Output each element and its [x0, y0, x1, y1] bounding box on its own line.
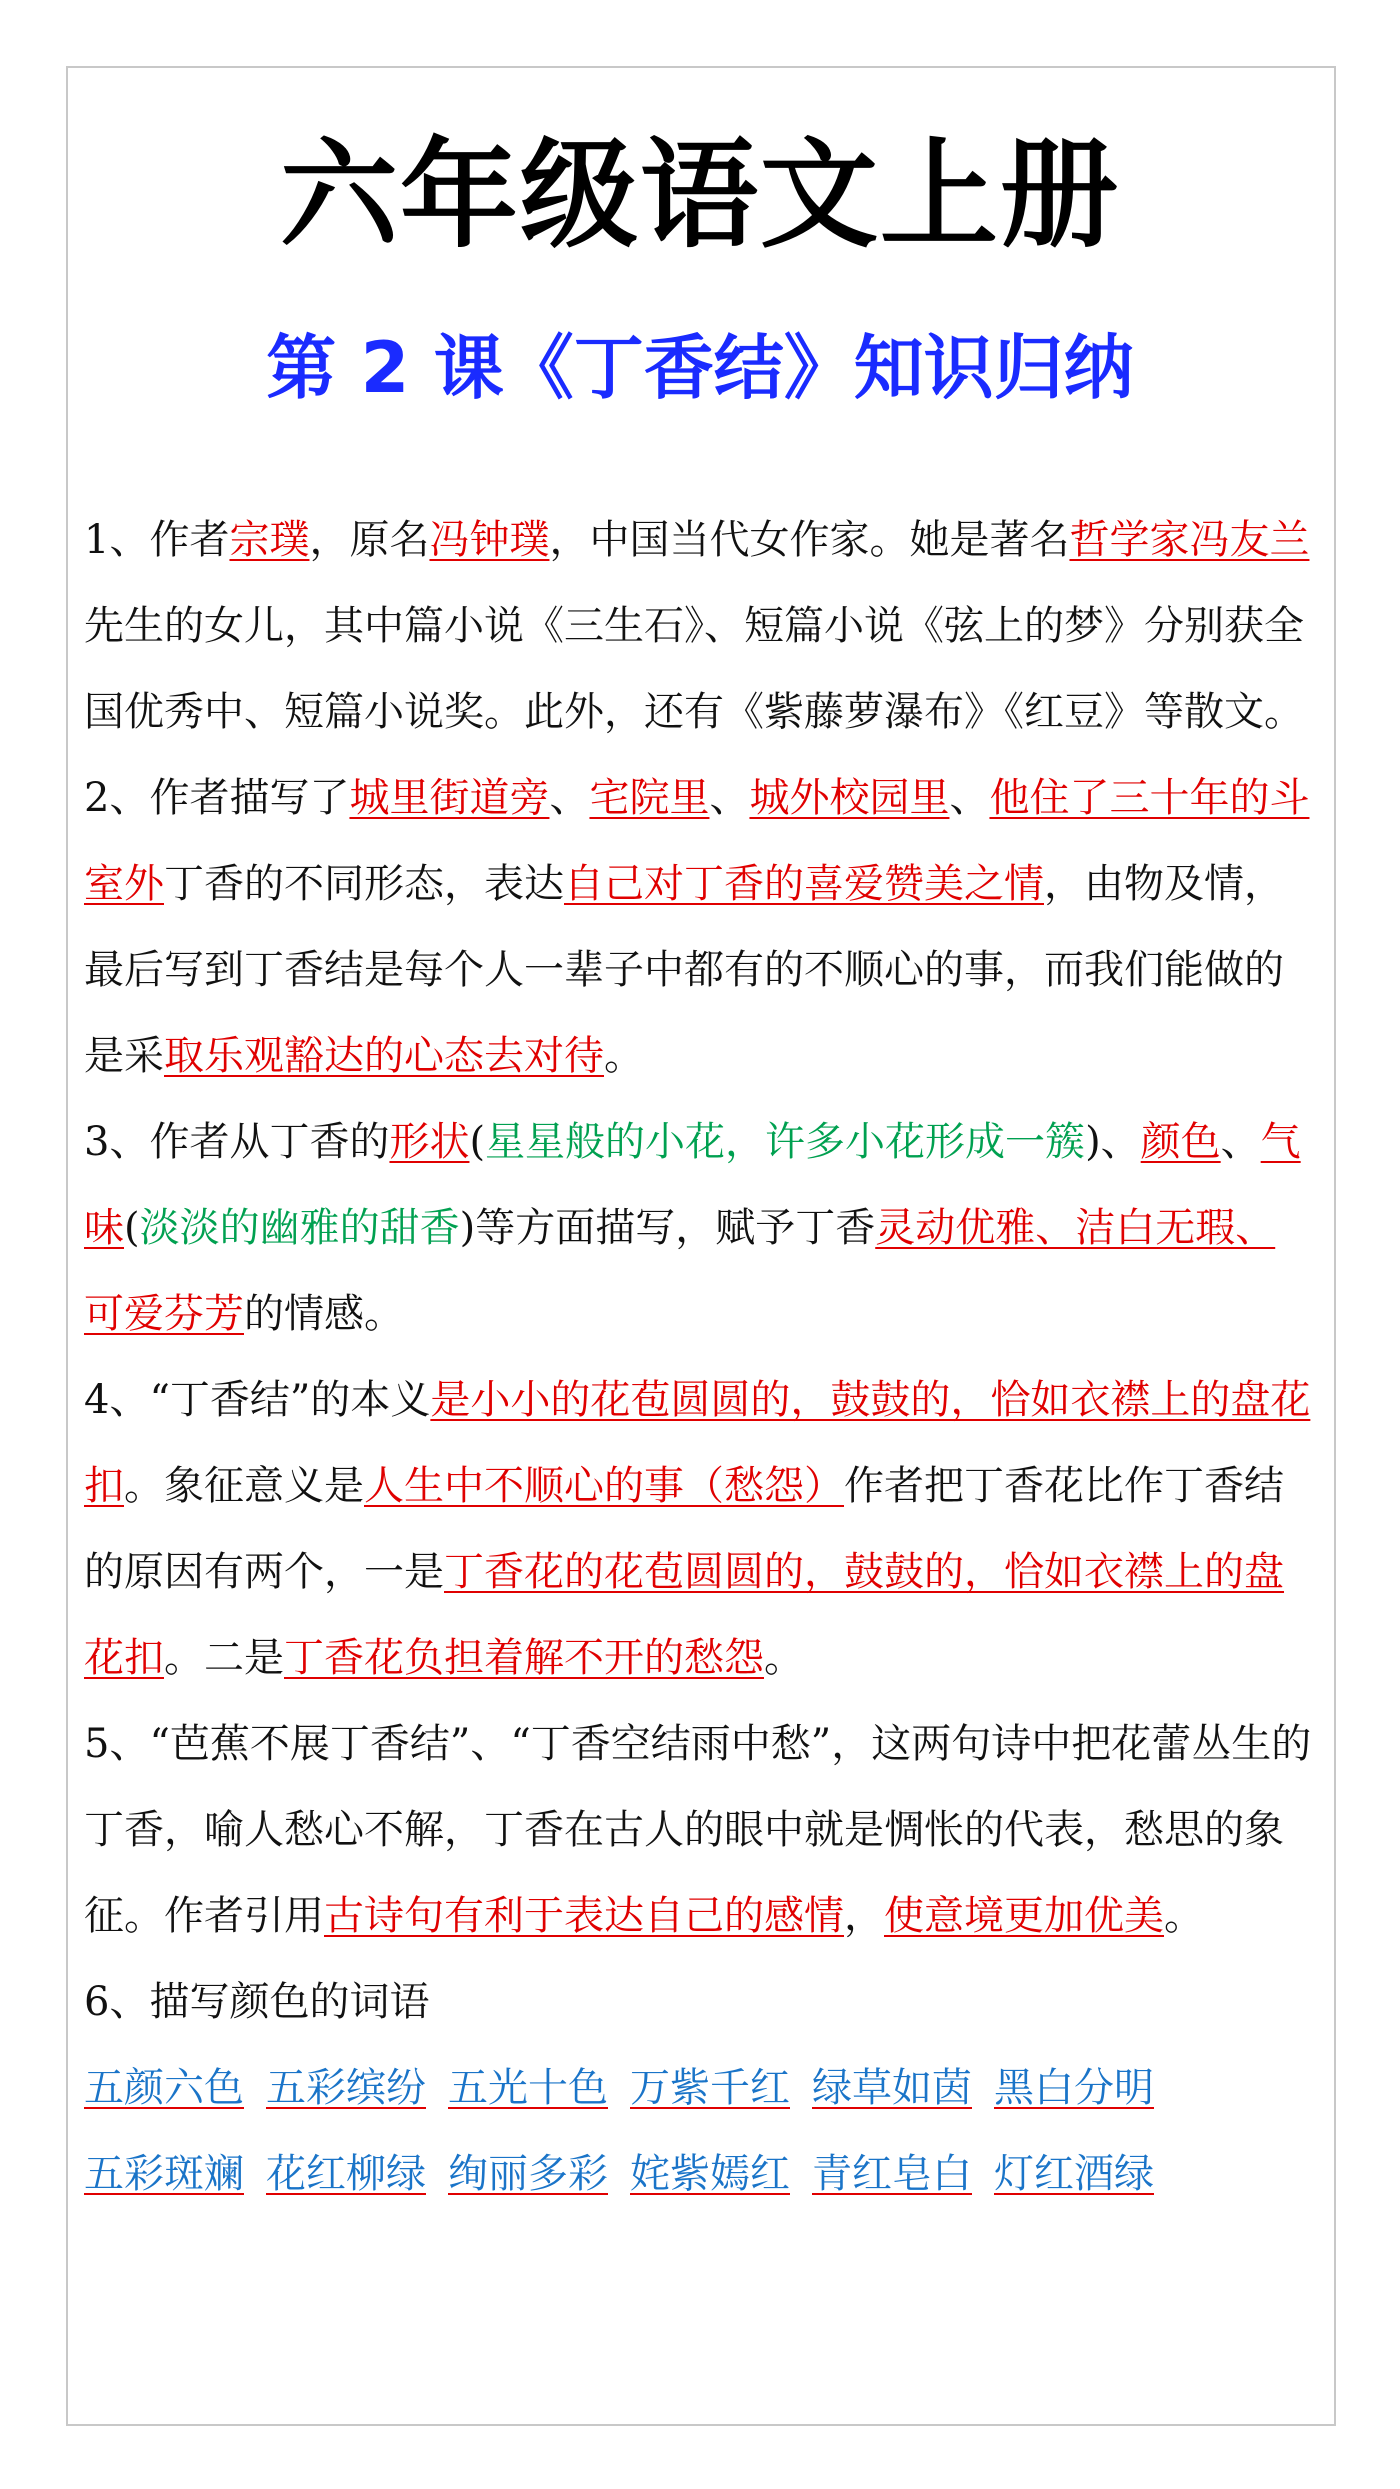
text-segment: )等方面描写，赋予丁香 — [459, 1205, 876, 1251]
highlight-segment: 冯钟璞 — [429, 517, 550, 563]
color-words-list — [84, 2045, 1314, 2217]
paragraph-1 — [84, 497, 1314, 755]
color-word: 黑白分明 — [994, 2065, 1154, 2111]
highlight-segment: 形状 — [389, 1119, 470, 1165]
color-word: 五彩斑斓 — [84, 2151, 244, 2197]
text-segment: ， — [844, 1893, 884, 1939]
highlight-segment: 是小小的花苞圆圆的，鼓鼓的，恰如衣襟上的盘花扣 — [84, 1377, 1311, 1509]
color-word: 绚丽多彩 — [448, 2151, 608, 2197]
highlight-segment: 颜色 — [1140, 1119, 1221, 1165]
highlight-segment: 城外校园里 — [749, 775, 950, 821]
text-segment: 5、“芭蕉不展丁香结”、“丁香空结雨中愁”，这两句诗中把花蕾丛生的丁香，喻人愁心不解，丁香在古人的眼中就是惆怅的代表，愁思的象征。作者引用 — [84, 1721, 1312, 1939]
highlight-segment: 丁香花的花苞圆圆的，鼓鼓的，恰如衣襟上的盘花扣 — [84, 1549, 1284, 1681]
text-segment: 、 — [709, 775, 750, 821]
text-segment: 作者把丁香花比作丁香结的原因有两个，一是 — [84, 1463, 1284, 1595]
paragraph-6 — [84, 1959, 1314, 2045]
highlight-segment: 宗璞 — [229, 517, 310, 563]
highlight-segment: 城里街道旁 — [349, 775, 550, 821]
text-segment: 。 — [604, 1033, 644, 1079]
content-body — [84, 497, 1314, 2217]
highlight-segment: 丁香花负担着解不开的愁怨 — [284, 1635, 764, 1681]
note-segment: 淡淡的幽雅的甜香 — [139, 1205, 460, 1251]
text-segment: 、 — [549, 775, 590, 821]
color-word: 绿草如茵 — [812, 2065, 972, 2111]
text-segment: 。象征意义是 — [124, 1463, 364, 1509]
text-segment: 4、“丁香结”的本义 — [84, 1377, 431, 1423]
color-word: 姹紫嫣红 — [630, 2151, 790, 2197]
text-segment: 1、作者 — [84, 517, 230, 563]
color-word: 五彩缤纷 — [266, 2065, 426, 2111]
color-word: 青红皂白 — [812, 2151, 972, 2197]
text-segment: 丁香的不同形态，表达 — [164, 861, 564, 907]
color-word: 五光十色 — [448, 2065, 608, 2111]
paragraph-5 — [84, 1701, 1314, 1959]
text-segment: ，原名 — [309, 517, 430, 563]
text-segment: ，由物及情，最后写到丁香结是每个人一辈子中都有的不顺心的事，而我们能做的是采 — [84, 861, 1284, 1079]
highlight-segment: 人生中不顺心的事（愁怨） — [364, 1463, 844, 1509]
text-segment: 先生的女儿，其中篇小说《三生石》、短篇小说《弦上的梦》分别获全国优秀中、短篇小说奖。此外，还有《紫藤萝瀑布》《红豆》等散文。 — [84, 603, 1304, 735]
paragraph-2 — [84, 755, 1314, 1099]
text-segment: ( — [469, 1119, 486, 1165]
highlight-segment: 灵动优雅、洁白无瑕、可爱芬芳 — [84, 1205, 1276, 1337]
text-segment: ，中国当代女作家。她是著名 — [549, 517, 1070, 563]
text-segment: 。 — [764, 1635, 804, 1681]
highlight-segment: 气味 — [84, 1119, 1301, 1251]
paragraph-4 — [84, 1357, 1314, 1701]
paragraph-3 — [84, 1099, 1314, 1357]
text-segment: 6、描写颜色的词语 — [84, 1979, 430, 2025]
text-segment: ( — [124, 1205, 140, 1251]
highlight-segment: 取乐观豁达的心态去对待 — [164, 1033, 604, 1079]
color-word: 万紫千红 — [630, 2065, 790, 2111]
text-segment: )、 — [1085, 1119, 1141, 1165]
highlight-segment: 古诗句有利于表达自己的感情 — [324, 1893, 844, 1939]
text-segment: 。二是 — [164, 1635, 284, 1681]
highlight-segment: 自己对丁香的喜爱赞美之情 — [564, 861, 1044, 907]
highlight-segment: 他住了三十年的斗室外 — [84, 775, 1310, 907]
text-segment: 、 — [1220, 1119, 1261, 1165]
color-word: 五颜六色 — [84, 2065, 244, 2111]
text-segment: 、 — [949, 775, 990, 821]
text-segment: 。 — [1164, 1893, 1204, 1939]
note-segment: 星星般的小花，许多小花形成一簇 — [485, 1119, 1086, 1165]
text-segment: 2、作者描写了 — [84, 775, 350, 821]
highlight-segment: 哲学家冯友兰 — [1069, 517, 1310, 563]
highlight-segment: 使意境更加优美 — [884, 1893, 1164, 1939]
highlight-segment: 宅院里 — [589, 775, 710, 821]
text-segment: 3、作者从丁香的 — [84, 1119, 390, 1165]
color-word: 灯红酒绿 — [994, 2151, 1154, 2197]
page-title: 六年级语文上册 — [279, 126, 1120, 264]
color-word: 花红柳绿 — [266, 2151, 426, 2197]
text-segment: 的情感。 — [244, 1291, 404, 1337]
page-subtitle: 第 2 课《丁香结》知识归纳 — [266, 327, 1134, 409]
